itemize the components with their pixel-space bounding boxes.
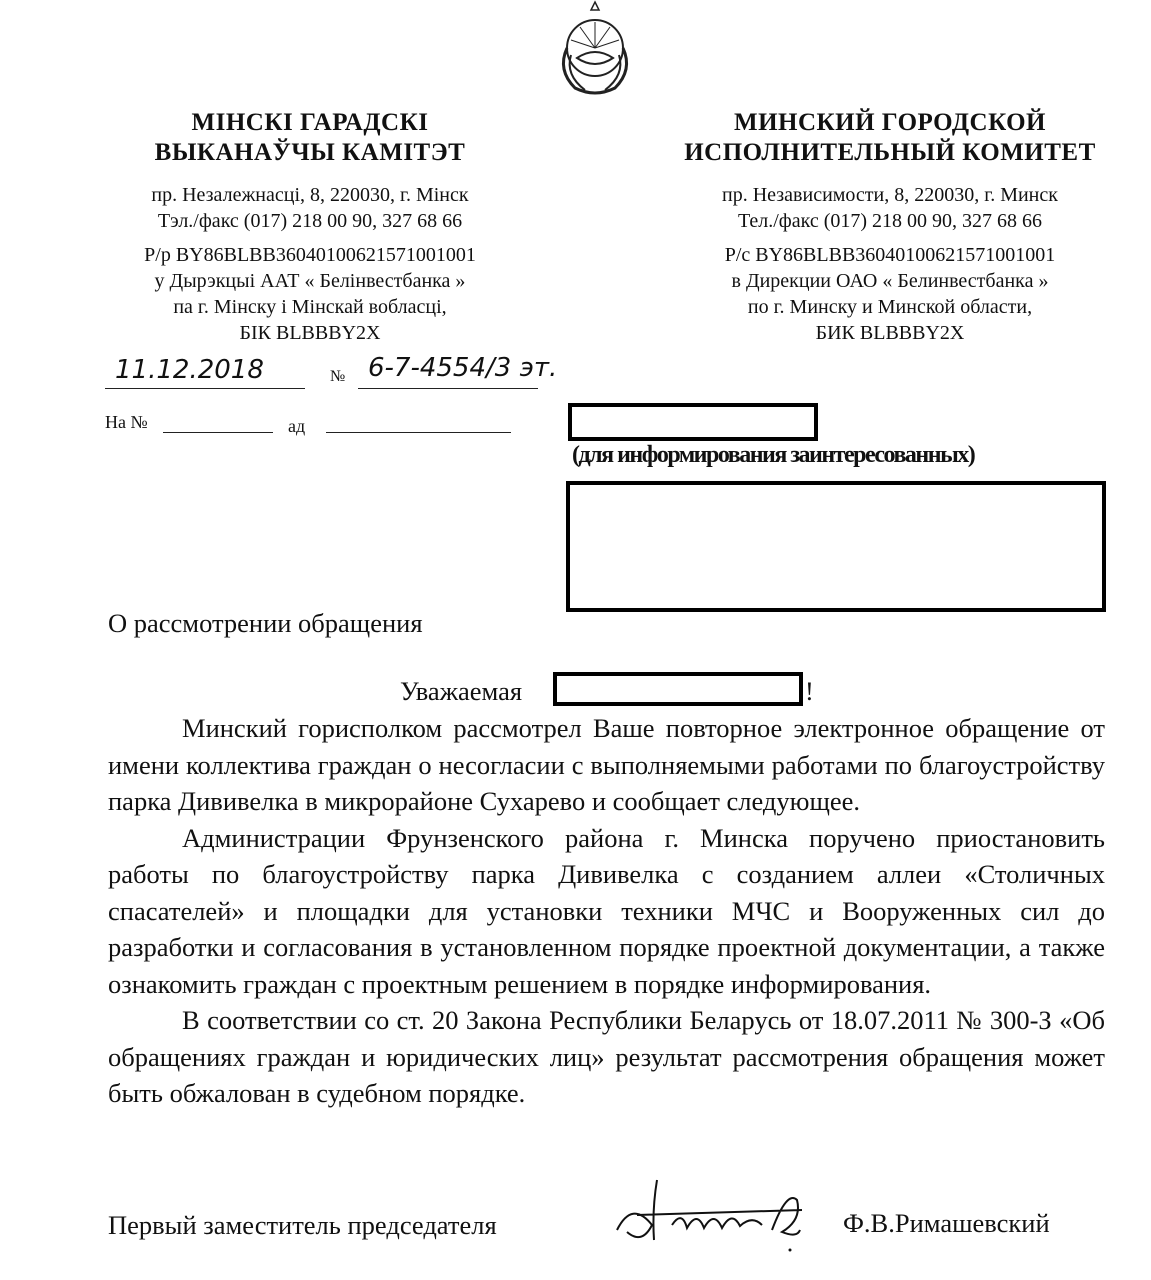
org-title-be-2: ВЫКАНАЎЧЫ КАМІТЭТ xyxy=(154,139,466,166)
reply-to-label: На № xyxy=(105,412,148,432)
state-emblem xyxy=(545,0,645,100)
region-ru: по г. Минску и Минской области, xyxy=(747,296,1033,318)
bank-be: у Дырэкцыі ААТ « Белінвестбанка » xyxy=(154,270,466,292)
signature-icon xyxy=(612,1170,812,1255)
bik-be: БІК BLBBBY2X xyxy=(239,322,381,344)
header-left xyxy=(50,108,570,346)
from-line xyxy=(326,432,511,433)
number-line xyxy=(358,388,538,389)
account-be: Р/р BY86BLBB36040100621571001001 xyxy=(144,244,476,266)
org-title-ru-1: МИНСКИЙ ГОРОДСКОЙ xyxy=(733,109,1046,136)
address-ru: пр. Независимости, 8, 220030, г. Минск xyxy=(722,184,1058,206)
recipient-note: (для информирования заинтересованных) xyxy=(572,442,975,468)
reply-to-line xyxy=(163,432,273,433)
handwritten-signature xyxy=(612,1170,812,1260)
document-number: 6-7-4554/3 эт. xyxy=(368,353,558,383)
redacted-address xyxy=(566,481,1106,612)
number-sign: № xyxy=(330,368,346,385)
signatory-name: Ф.В.Римашевский xyxy=(843,1208,1050,1238)
phone-be: Тэл./факс (017) 218 00 90, 327 68 66 xyxy=(157,210,463,232)
signatory-position: Первый заместитель председателя xyxy=(108,1210,497,1240)
redacted-name xyxy=(553,672,803,706)
address-be: пр. Незалежнасці, 8, 220030, г. Мінск xyxy=(151,184,469,206)
from-label: ад xyxy=(288,416,306,436)
salutation: Уважаемая xyxy=(400,676,523,706)
paragraph: В соответствии со ст. 20 Закона Республики Беларусь от 18.07.2011 № 300-З «Об обращениях граждан и юридических лиц» результат рассмотрения обращения может быть обжалован в судебном порядке. xyxy=(108,1005,1105,1108)
paragraph: Администрации Фрунзенского района г. Минска поручено приостановить работы по благоустройству парка Дививелка с созданием аллеи «Столичных спасателей» и площадки для установки техники МЧС и Вооруженных сил до разработки и согласования в установленном порядке проектной документации, а также ознакомить граждан с проектным решением в порядке информирования. xyxy=(108,822,1105,999)
org-title-be-1: МІНСКІ ГАРАДСКІ xyxy=(191,109,429,136)
org-title-ru-2: ИСПОЛНИТЕЛЬНЫЙ КОМИТЕТ xyxy=(684,139,1096,166)
salutation-end: ! xyxy=(805,676,814,706)
date-line xyxy=(105,388,305,389)
account-ru: Р/с BY86BLBB36040100621571001001 xyxy=(724,244,1056,266)
phone-ru: Тел./факс (017) 218 00 90, 327 68 66 xyxy=(737,210,1043,232)
bik-ru: БИК BLBBBY2X xyxy=(815,322,965,344)
subject: О рассмотрении обращения xyxy=(108,608,423,638)
header-right xyxy=(630,108,1150,346)
redacted-recipient xyxy=(568,403,818,441)
bank-ru: в Дирекции ОАО « Белинвестбанка » xyxy=(731,270,1049,292)
letter-body xyxy=(108,710,1105,1112)
document-date: 11.12.2018 xyxy=(115,355,264,385)
emblem-icon xyxy=(545,0,645,100)
region-be: па г. Мінску і Мінскай вобласці, xyxy=(173,296,447,318)
paragraph: Минский горисполком рассмотрел Ваше повторное электронное обращение от имени коллектива граждан о несогласии с выполняемыми работами по благоустройству парка Дививелка в микрорайоне Сухарево и сообщает следующее. xyxy=(108,713,1105,816)
